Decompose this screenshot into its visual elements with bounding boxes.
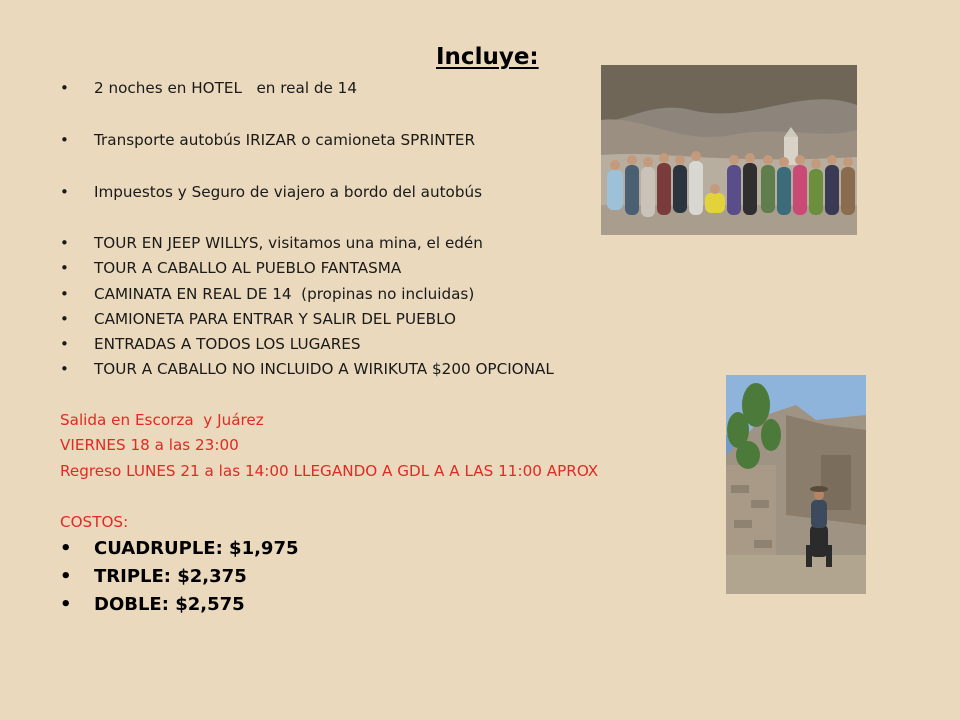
bullet-icon: • <box>60 566 72 587</box>
bullet-icon: • <box>60 183 69 201</box>
price-text: DOBLE: $2,575 <box>94 594 245 615</box>
list-item-text: TOUR A CABALLO NO INCLUIDO A WIRIKUTA $200 OPCIONAL <box>94 360 554 378</box>
bullet-icon: • <box>60 538 72 559</box>
list-item-text: CAMIONETA PARA ENTRAR Y SALIR DEL PUEBLO <box>94 310 456 328</box>
bullet-icon: • <box>60 310 69 328</box>
bullet-icon: • <box>60 131 69 149</box>
list-item-text: CAMINATA EN REAL DE 14 (propinas no incluidas) <box>94 285 475 303</box>
horse-rider-photo <box>726 375 866 594</box>
bullet-icon: • <box>60 335 69 353</box>
slide-title: Incluye: <box>436 44 539 70</box>
return-info: Regreso LUNES 21 a las 14:00 LLEGANDO A GDL A A LAS 11:00 APROX <box>60 462 599 480</box>
bullet-icon: • <box>60 79 69 97</box>
price-text: TRIPLE: $2,375 <box>94 566 247 587</box>
list-item-text: Impuestos y Seguro de viajero a bordo del autobús <box>94 183 482 201</box>
bullet-icon: • <box>60 234 69 252</box>
list-item-text: Transporte autobús IRIZAR o camioneta SPRINTER <box>94 131 476 149</box>
bullet-icon: • <box>60 285 69 303</box>
group-photo <box>601 65 857 235</box>
list-item-text: TOUR A CABALLO AL PUEBLO FANTASMA <box>94 259 402 277</box>
costs-label: COSTOS: <box>60 513 129 531</box>
list-item-text: ENTRADAS A TODOS LOS LUGARES <box>94 335 361 353</box>
departure-place: Salida en Escorza y Juárez <box>60 411 264 429</box>
list-item-text: TOUR EN JEEP WILLYS, visitamos una mina, el edén <box>94 234 483 252</box>
list-item-text: 2 noches en HOTEL en real de 14 <box>94 79 358 97</box>
bullet-icon: • <box>60 594 72 615</box>
departure-day: VIERNES 18 a las 23:00 <box>60 436 239 454</box>
bullet-icon: • <box>60 259 69 277</box>
price-text: CUADRUPLE: $1,975 <box>94 538 299 559</box>
bullet-icon: • <box>60 360 69 378</box>
